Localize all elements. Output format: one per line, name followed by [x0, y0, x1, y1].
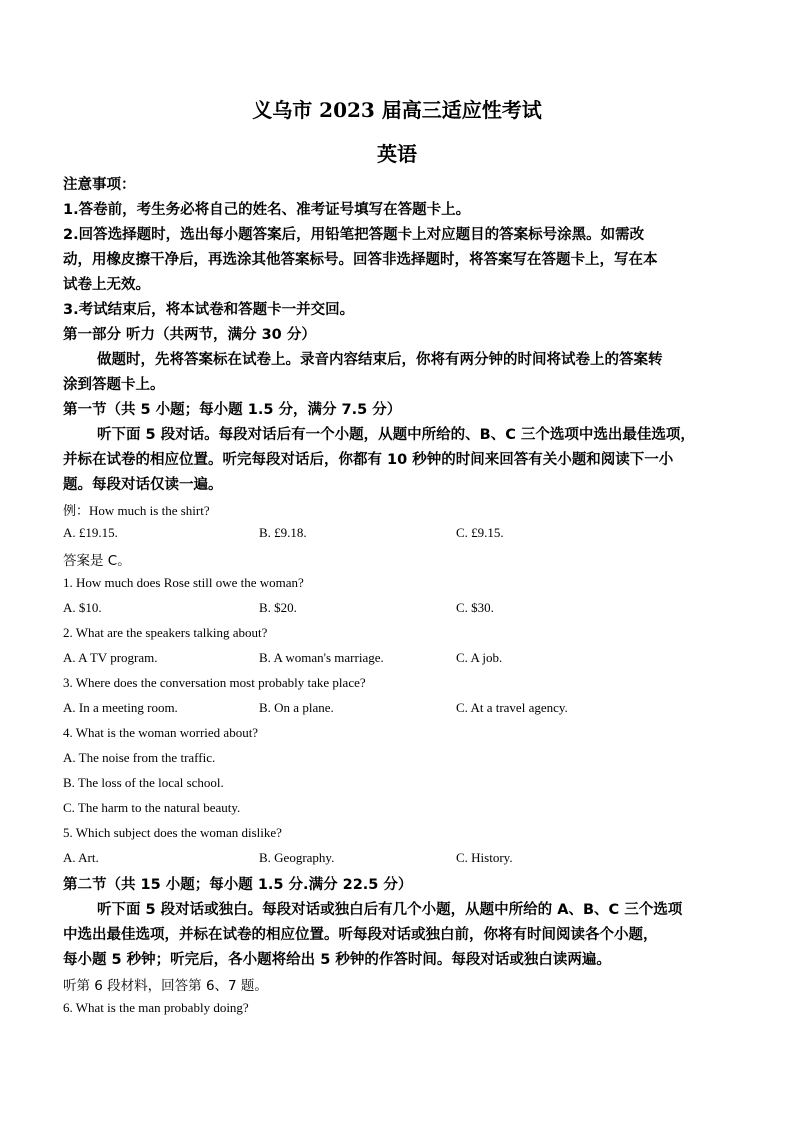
notes-heading: 注意事项：	[63, 177, 136, 193]
exam-title: 义乌市 2023 届高三适应性考试	[252, 98, 542, 122]
exam-subject: 英语	[377, 142, 417, 166]
question-6: 6. What is the man probably doing?	[63, 1000, 249, 1015]
question-1-option-c: C. $30.	[456, 600, 494, 615]
question-3-option-b: B. On a plane.	[259, 700, 334, 715]
note-2-line-1: 2.回答选择题时，选出每小题答案后，用铅笔把答题卡上对应题目的答案标号涂黑。如需改	[63, 227, 645, 243]
question-4-option-a: A. The noise from the traffic.	[63, 750, 216, 765]
part1-intro-line-2: 涂到答题卡上。	[63, 377, 165, 393]
question-2-option-c: C. A job.	[456, 650, 503, 665]
example-option-a: A. £19.15.	[63, 525, 118, 540]
section2-intro-line-2: 中选出最佳选项，并标在试卷的相应位置。听每段对话或独白前，你将有时间阅读各个小题，	[63, 927, 658, 943]
section2-heading: 第二节（共 15 小题；每小题 1.5 分.满分 22.5 分）	[63, 877, 413, 893]
question-4-option-b: B. The loss of the local school.	[63, 775, 224, 790]
question-5-option-b: B. Geography.	[259, 850, 335, 865]
question-5-option-c: C. History.	[456, 850, 513, 865]
question-2: 2. What are the speakers talking about?	[63, 625, 268, 640]
question-2-option-b: B. A woman's marriage.	[259, 650, 384, 665]
question-3-option-c: C. At a travel agency.	[456, 700, 568, 715]
material-instruction: 听第 6 段材料，回答第 6、7 题。	[63, 978, 268, 994]
note-1: 1.答卷前，考生务必将自己的姓名、准考证号填写在答题卡上。	[63, 202, 471, 218]
part1-heading: 第一部分 听力（共两节，满分 30 分）	[63, 327, 316, 343]
question-4-option-c: C. The harm to the natural beauty.	[63, 800, 241, 815]
section2-intro-line-3: 每小题 5 秒钟；听完后，各小题将给出 5 秒钟的作答时间。每段对话或独白读两遍。	[63, 952, 611, 968]
question-5-option-a: A. Art.	[63, 850, 99, 865]
question-1-option-b: B. $20.	[259, 600, 297, 615]
note-3: 3.考试结束后，将本试卷和答题卡一并交回。	[63, 302, 355, 318]
question-5: 5. Which subject does the woman dislike?	[63, 825, 282, 840]
section2-intro-line-1: 听下面 5 段对话或独白。每段对话或独白后有几个小题，从题中所给的 A、B、C 三个选项	[97, 902, 683, 918]
question-3: 3. Where does the conversation most probably take place?	[63, 675, 366, 690]
note-2-line-2: 动，用橡皮擦干净后，再选涂其他答案标号。回答非选择题时，将答案写在答题卡上，写在本	[63, 252, 658, 268]
section1-intro-line-2: 并标在试卷的相应位置。听完每段对话后，你都有 10 秒钟的时间来回答有关小题和阅读下一小	[63, 452, 674, 468]
question-3-option-a: A. In a meeting room.	[63, 700, 178, 715]
question-1-option-a: A. $10.	[63, 600, 102, 615]
section1-intro-line-3: 题。每段对话仅读一遍。	[63, 477, 223, 493]
question-1: 1. How much does Rose still owe the woman?	[63, 575, 304, 590]
section1-intro-line-1: 听下面 5 段对话。每段对话后有一个小题，从题中所给的、B、C 三个选项中选出最佳选项，	[97, 427, 695, 443]
question-4: 4. What is the woman worried about?	[63, 725, 259, 740]
question-2-option-a: A. A TV program.	[63, 650, 158, 665]
example-answer: 答案是 C。	[63, 553, 131, 569]
example-option-b: B. £9.18.	[259, 525, 307, 540]
part1-intro-line-1: 做题时，先将答案标在试卷上。录音内容结束后，你将有两分钟的时间将试卷上的答案转	[97, 352, 663, 368]
example-question: 例：How much is the shirt?	[63, 503, 210, 518]
section1-heading: 第一节（共 5 小题；每小题 1.5 分，满分 7.5 分）	[63, 402, 402, 418]
example-option-c: C. £9.15.	[456, 525, 504, 540]
note-2-line-3: 试卷上无效。	[63, 277, 150, 293]
